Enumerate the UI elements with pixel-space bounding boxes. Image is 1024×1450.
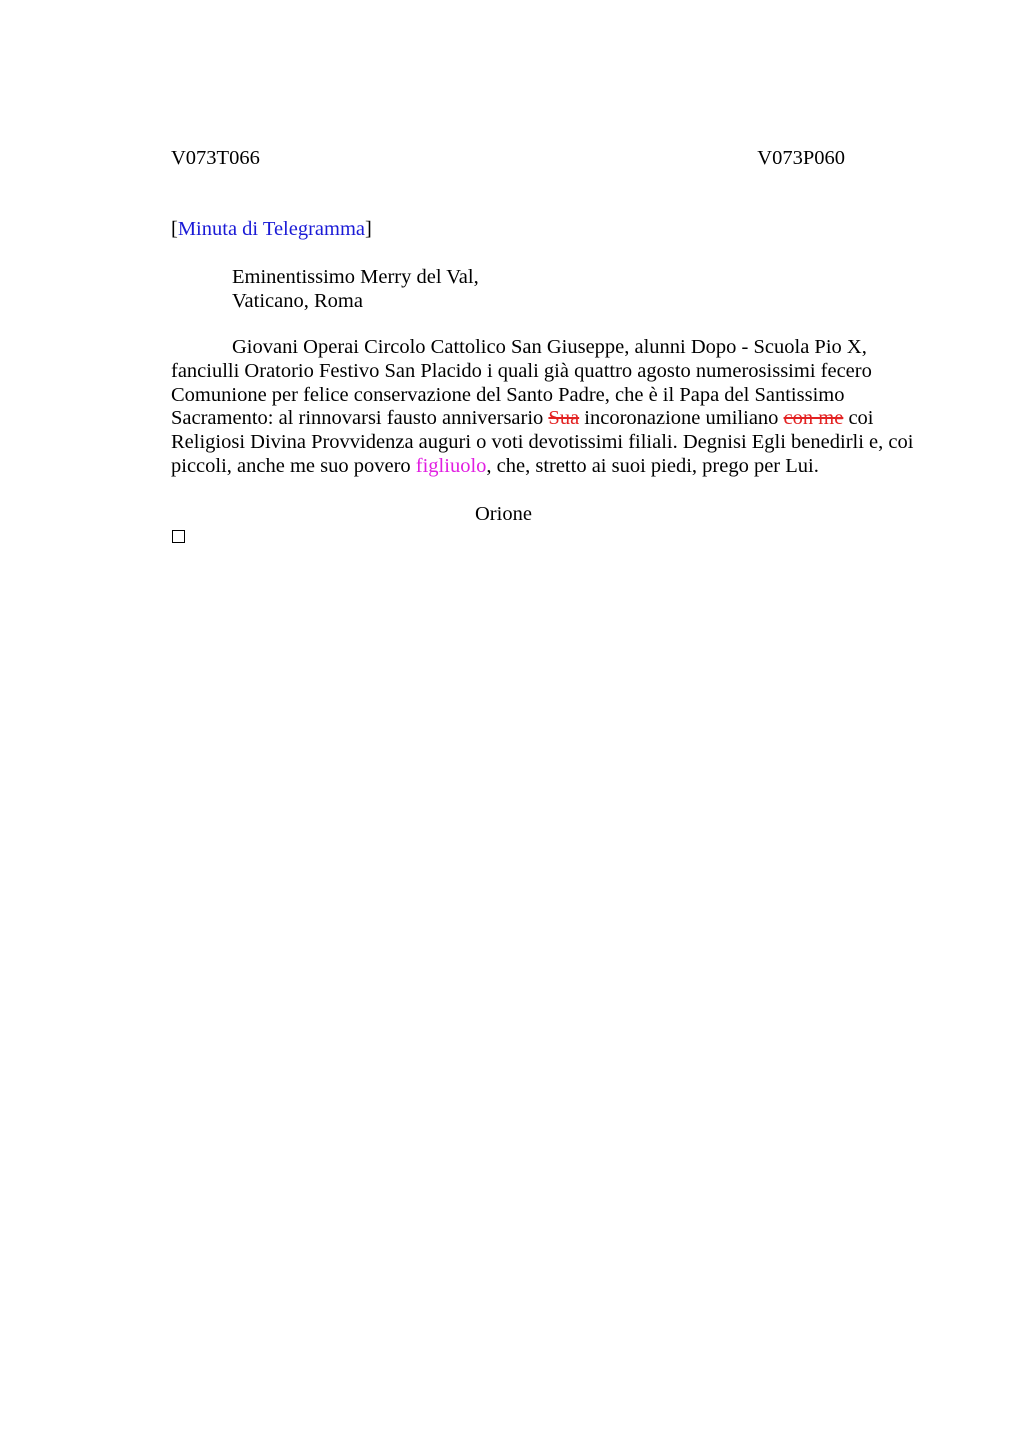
highlighted-word: figliuolo <box>415 454 487 477</box>
telegram-body <box>171 336 923 479</box>
document-codes <box>171 146 845 172</box>
empty-square-icon <box>172 530 185 543</box>
body-text-part: , che, stretto ai suoi piedi, prego per Lui. <box>486 454 819 477</box>
body-text-part: incoronazione umiliano <box>579 407 784 430</box>
recipient-address <box>232 265 479 313</box>
heading-open-bracket: [ <box>171 218 178 240</box>
address-line-location: Vaticano, Roma <box>232 290 363 312</box>
address-line-recipient: Eminentissimo Merry del Val, <box>232 266 479 288</box>
struck-phrase: con me <box>783 407 844 430</box>
document-code-left: V073T066 <box>171 147 260 169</box>
body-text-part: coi Religiosi Divina Provvidenza auguri o voti devotissimi filiali. Degnisi Egli benedirli e, coi piccoli, anche me suo povero <box>171 407 914 477</box>
signature: Orione <box>475 503 532 525</box>
heading-title: Minuta di Telegramma <box>177 218 366 240</box>
document-heading <box>171 217 372 241</box>
body-text-part: Giovani Operai Circolo Cattolico San Giuseppe, alunni Dopo - Scuola Pio X, fanciulli Oratorio Festivo San Placido i quali già quattro agosto numerosissimi fecero Comunione per felice conservazione del Santo Padre, che è il Papa del Santissimo Sacramento: al rinnovarsi fausto anniversario <box>171 336 872 430</box>
heading-close-bracket: ] <box>365 218 372 240</box>
struck-word: Sua <box>548 407 580 430</box>
page-code-right: V073P060 <box>757 147 845 169</box>
